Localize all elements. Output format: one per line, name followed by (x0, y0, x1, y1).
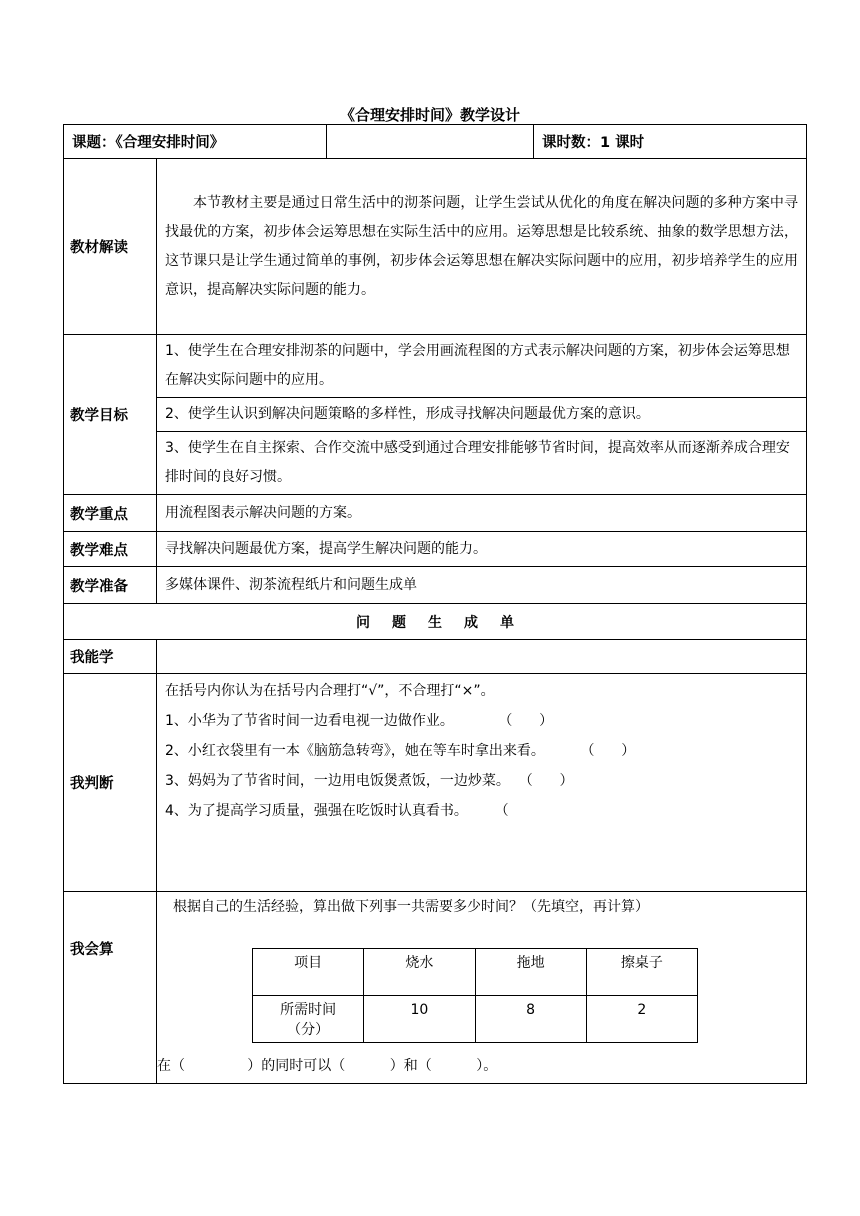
judge-intro: 在括号内你认为在括号内合理打“√”，不合理打“×”。 (165, 683, 495, 699)
time-table-value: 10 (364, 996, 475, 1043)
calc-label: 我会算 (64, 892, 157, 1084)
time-table-header: 擦桌子 (586, 949, 697, 996)
can-learn-label: 我能学 (64, 640, 157, 674)
can-learn-row (64, 640, 807, 674)
goal-item: 2、使学生认识到解决问题策略的多样性，形成寻找解决问题最优方案的意识。 (157, 398, 807, 432)
goal-row-3 (64, 432, 807, 495)
judge-content (157, 674, 807, 892)
judge-row (64, 674, 807, 892)
section-title-row (64, 604, 807, 640)
hours-cell: 课时数：1 课时 (534, 125, 807, 159)
time-table-value: 2 (586, 996, 697, 1043)
lesson-plan-table (63, 124, 807, 1084)
judge-item: 2、小红衣袋里有一本《脑筋急转弯》，她在等车时拿出来看。 （ ） (165, 743, 636, 759)
prep-row (64, 567, 807, 604)
calc-intro: 根据自己的生活经验，算出做下列事一共需要多少时间？（先填空，再计算） (173, 899, 649, 915)
calc-row (64, 892, 807, 1084)
time-table-header: 烧水 (364, 949, 475, 996)
judge-item: 1、小华为了节省时间一边看电视一边做作业。 （ ） (165, 713, 554, 729)
goal-item: 3、使学生在自主探索、合作交流中感受到通过合理安排能够节省时间，提高效率从而逐渐养成合理安排时间的良好习惯。 (157, 432, 807, 495)
material-label: 教材解读 (64, 159, 157, 335)
prep-text: 多媒体课件、沏茶流程纸片和问题生成单 (157, 567, 807, 604)
can-learn-content (157, 640, 807, 674)
goal-row-2 (64, 398, 807, 432)
key-point-row (64, 495, 807, 532)
topic-cell: 课题：《合理安排时间》 (64, 125, 327, 159)
page-title: 《合理安排时间》教学设计 (339, 106, 520, 124)
header-row (64, 125, 807, 159)
key-point-text: 用流程图表示解决问题的方案。 (157, 495, 807, 532)
judge-item: 4、为了提高学习质量，强强在吃饭时认真看书。 （ (165, 803, 509, 819)
goal-row-1 (64, 335, 807, 398)
calc-fill-blank: 在（ ）的同时可以（ ）和（ ）。 (157, 1058, 498, 1074)
calc-content (157, 892, 807, 1084)
time-table-header: 项目 (253, 949, 364, 996)
blank-cell (327, 125, 534, 159)
time-table (252, 948, 698, 1043)
difficulty-label: 教学难点 (64, 532, 157, 567)
section-title: 问题生成单 (64, 604, 807, 640)
judge-item: 3、妈妈为了节省时间，一边用电饭煲煮饭，一边炒菜。 （ ） (165, 773, 574, 789)
material-text: 本节教材主要是通过日常生活中的沏茶问题，让学生尝试从优化的角度在解决问题的多种方案中寻找最优的方案，初步体会运筹思想在实际生活中的应用。运筹思想是比较系统、抽象的数学思想方法，这节课只是让学生通过简单的事例，初步体会运筹思想在解决实际问题中的应用，初步培养学生的应用意识，提高解决实际问题的能力。 (157, 159, 807, 335)
judge-label: 我判断 (64, 674, 157, 892)
goals-label: 教学目标 (64, 335, 157, 495)
time-table-value: 8 (475, 996, 586, 1043)
prep-label: 教学准备 (64, 567, 157, 604)
time-table-row-label: 所需时间（分） (253, 996, 364, 1043)
difficulty-row (64, 532, 807, 567)
key-point-label: 教学重点 (64, 495, 157, 532)
difficulty-text: 寻找解决问题最优方案，提高学生解决问题的能力。 (157, 532, 807, 567)
time-table-header: 拖地 (475, 949, 586, 996)
material-row (64, 159, 807, 335)
goal-item: 1、使学生在合理安排沏茶的问题中，学会用画流程图的方式表示解决问题的方案，初步体会运筹思想在解决实际问题中的应用。 (157, 335, 807, 398)
